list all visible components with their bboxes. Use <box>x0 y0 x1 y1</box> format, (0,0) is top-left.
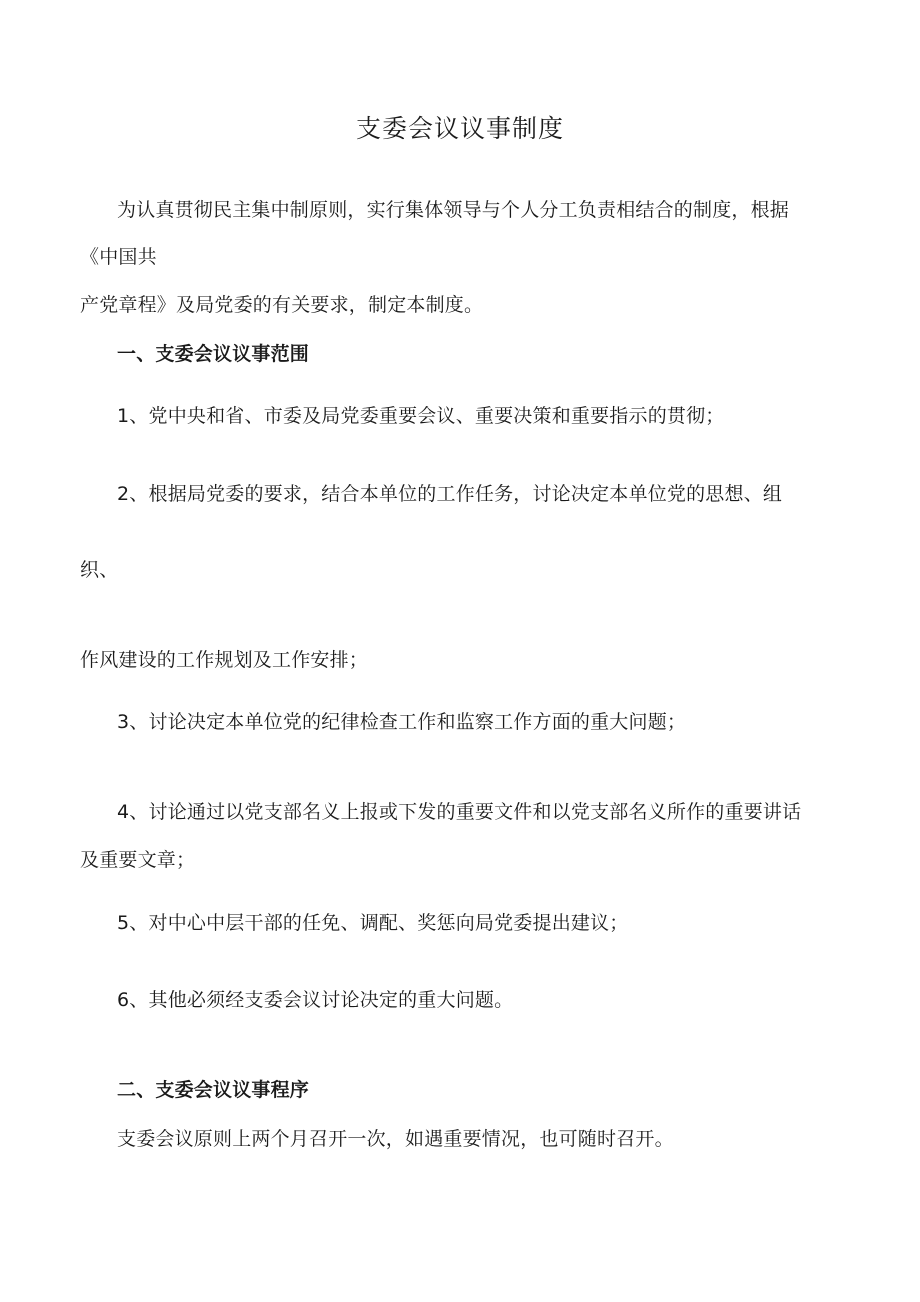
section-1-item-2-line-3: 作风建设的工作规划及工作安排； <box>80 649 369 671</box>
section-1-item-3: 3、讨论决定本单位党的纪律检查工作和监察工作方面的重大问题； <box>117 711 687 733</box>
section-2-paragraph-1: 支委会议原则上两个月召开一次，如遇重要情况，也可随时召开。 <box>117 1128 674 1150</box>
intro-line-3: 产党章程》及局党委的有关要求，制定本制度。 <box>80 294 484 316</box>
section-1-item-6: 6、其他必须经支委会议讨论决定的重大问题。 <box>117 989 514 1011</box>
section-1-item-2-line-1: 2、根据局党委的要求，结合本单位的工作任务，讨论决定本单位党的思想、组 <box>117 483 783 505</box>
intro-line-2: 《中国共 <box>80 246 157 268</box>
section-1-item-2-line-2: 织、 <box>80 559 119 581</box>
section-2-heading: 二、支委会议议事程序 <box>117 1079 310 1101</box>
section-1-item-1: 1、党中央和省、市委及局党委重要会议、重要决策和重要指示的贯彻； <box>117 405 725 427</box>
intro-line-1: 为认真贯彻民主集中制原则，实行集体领导与个人分工负责相结合的制度，根据 <box>117 199 790 221</box>
section-1-item-4-line-1: 4、讨论通过以党支部名义上报或下发的重要文件和以党支部名义所作的重要讲话 <box>117 801 802 823</box>
section-1-item-4-line-2: 及重要文章； <box>80 849 196 871</box>
section-1-heading: 一、支委会议议事范围 <box>117 343 310 365</box>
document-title: 支委会议议事制度 <box>355 114 564 143</box>
section-1-item-5: 5、对中心中层干部的任免、调配、奖惩向局党委提出建议； <box>117 912 629 934</box>
